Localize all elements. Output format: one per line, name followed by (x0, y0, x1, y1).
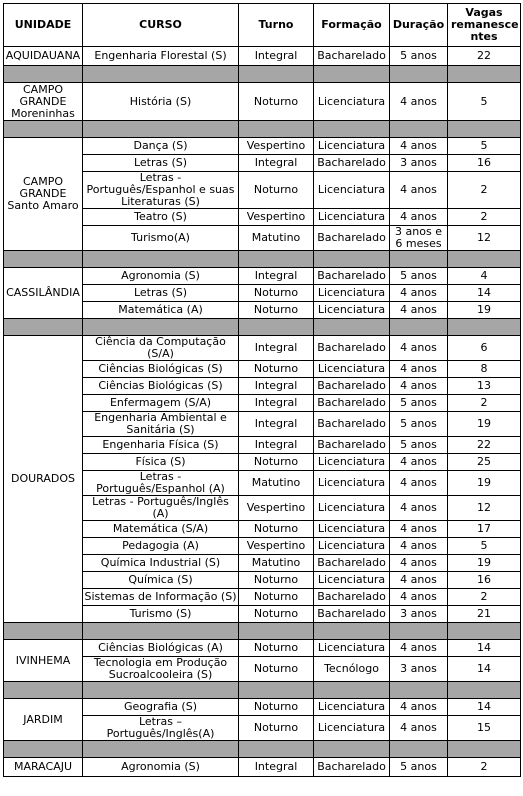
formacao-cell: Licenciatura (314, 83, 390, 121)
table-row (4, 640, 521, 657)
turno-cell: Vespertino (239, 209, 314, 226)
formacao-cell: Bacharelado (314, 268, 390, 285)
vagas-cell: 6 (448, 336, 521, 361)
turno-cell: Integral (239, 395, 314, 412)
group-separator (4, 251, 521, 268)
turno-cell: Noturno (239, 606, 314, 623)
duracao-cell: 4 anos (390, 454, 448, 471)
curso-cell: Letras - Português/Espanhol (A) (83, 471, 239, 496)
duracao-cell: 4 anos (390, 302, 448, 319)
formacao-cell: Licenciatura (314, 172, 390, 209)
vagas-cell: 15 (448, 716, 521, 741)
header-formacao: Formação (314, 4, 390, 47)
formacao-cell: Licenciatura (314, 454, 390, 471)
unidade-cell: CAMPO GRANDE Moreninhas (4, 83, 83, 121)
duracao-cell: 4 anos (390, 496, 448, 521)
duracao-cell: 4 anos (390, 538, 448, 555)
turno-cell: Integral (239, 268, 314, 285)
duracao-cell: 5 anos (390, 437, 448, 454)
turno-cell: Vespertino (239, 138, 314, 155)
header-curso: CURSO (83, 4, 239, 47)
header-vagas: Vagas remanesce ntes (448, 4, 521, 47)
turno-cell: Noturno (239, 657, 314, 682)
formacao-cell: Licenciatura (314, 138, 390, 155)
separator-cell (83, 682, 239, 699)
vagas-cell: 19 (448, 471, 521, 496)
vagas-cell: 4 (448, 268, 521, 285)
separator-cell (83, 251, 239, 268)
curso-cell: Letras - Português/Espanhol e suas Literaturas (S) (83, 172, 239, 209)
vagas-cell: 14 (448, 640, 521, 657)
turno-cell: Noturno (239, 361, 314, 378)
formacao-cell: Bacharelado (314, 336, 390, 361)
table-row (4, 47, 521, 66)
separator-cell (4, 121, 83, 138)
curso-cell: Letras (S) (83, 285, 239, 302)
curso-cell: Agronomia (S) (83, 268, 239, 285)
turno-cell: Noturno (239, 521, 314, 538)
formacao-cell: Licenciatura (314, 521, 390, 538)
group-separator (4, 682, 521, 699)
curso-cell: Sistemas de Informação (S) (83, 589, 239, 606)
duracao-cell: 5 anos (390, 758, 448, 777)
separator-cell (83, 741, 239, 758)
turno-cell: Integral (239, 412, 314, 437)
table-body (4, 47, 521, 777)
separator-cell (390, 623, 448, 640)
separator-cell (4, 251, 83, 268)
formacao-cell: Bacharelado (314, 555, 390, 572)
turno-cell: Vespertino (239, 538, 314, 555)
duracao-cell: 5 anos (390, 412, 448, 437)
vagas-cell: 12 (448, 496, 521, 521)
duracao-cell: 4 anos (390, 699, 448, 716)
turno-cell: Noturno (239, 83, 314, 121)
separator-cell (239, 319, 314, 336)
unidade-cell: IVINHEMA (4, 640, 83, 682)
separator-cell (390, 66, 448, 83)
formacao-cell: Bacharelado (314, 412, 390, 437)
separator-cell (314, 623, 390, 640)
separator-cell (448, 251, 521, 268)
vagas-cell: 22 (448, 437, 521, 454)
formacao-cell: Bacharelado (314, 437, 390, 454)
formacao-cell: Licenciatura (314, 496, 390, 521)
vagas-cell: 19 (448, 302, 521, 319)
separator-cell (83, 121, 239, 138)
vagas-cell: 14 (448, 285, 521, 302)
separator-cell (448, 319, 521, 336)
turno-cell: Integral (239, 437, 314, 454)
formacao-cell: Bacharelado (314, 226, 390, 251)
separator-cell (4, 66, 83, 83)
separator-cell (239, 121, 314, 138)
duracao-cell: 4 anos (390, 716, 448, 741)
duracao-cell: 4 anos (390, 471, 448, 496)
separator-cell (83, 66, 239, 83)
formacao-cell: Licenciatura (314, 285, 390, 302)
unidade-cell: DOURADOS (4, 336, 83, 623)
vagas-cell: 19 (448, 555, 521, 572)
curso-cell: Química Industrial (S) (83, 555, 239, 572)
formacao-cell: Bacharelado (314, 155, 390, 172)
vagas-cell: 17 (448, 521, 521, 538)
duracao-cell: 4 anos (390, 336, 448, 361)
turno-cell: Integral (239, 758, 314, 777)
separator-cell (448, 121, 521, 138)
separator-cell (239, 741, 314, 758)
vagas-cell: 16 (448, 572, 521, 589)
duracao-cell: 4 anos (390, 285, 448, 302)
curso-cell: Ciências Biológicas (S) (83, 378, 239, 395)
duracao-cell: 4 anos (390, 555, 448, 572)
curso-cell: Turismo(A) (83, 226, 239, 251)
turno-cell: Noturno (239, 572, 314, 589)
curso-cell: Pedagogia (A) (83, 538, 239, 555)
duracao-cell: 3 anos (390, 606, 448, 623)
curso-cell: Ciências Biológicas (A) (83, 640, 239, 657)
curso-cell: Turismo (S) (83, 606, 239, 623)
duracao-cell: 4 anos (390, 209, 448, 226)
curso-cell: Física (S) (83, 454, 239, 471)
separator-cell (314, 319, 390, 336)
vagas-cell: 5 (448, 538, 521, 555)
formacao-cell: Licenciatura (314, 471, 390, 496)
formacao-cell: Licenciatura (314, 209, 390, 226)
turno-cell: Integral (239, 378, 314, 395)
table-row (4, 268, 521, 285)
formacao-cell: Bacharelado (314, 606, 390, 623)
vagas-cell: 5 (448, 83, 521, 121)
formacao-cell: Licenciatura (314, 538, 390, 555)
vagas-cell: 13 (448, 378, 521, 395)
turno-cell: Noturno (239, 716, 314, 741)
table-row (4, 336, 521, 361)
table-row (4, 758, 521, 777)
curso-cell: Dança (S) (83, 138, 239, 155)
turno-cell: Vespertino (239, 496, 314, 521)
curso-cell: Enfermagem (S/A) (83, 395, 239, 412)
header-turno: Turno (239, 4, 314, 47)
header-unidade: UNIDADE (4, 4, 83, 47)
separator-cell (239, 66, 314, 83)
unidade-cell: AQUIDAUANA (4, 47, 83, 66)
turno-cell: Noturno (239, 454, 314, 471)
turno-cell: Matutino (239, 226, 314, 251)
separator-cell (83, 623, 239, 640)
turno-cell: Integral (239, 47, 314, 66)
turno-cell: Noturno (239, 699, 314, 716)
curso-cell: Engenharia Física (S) (83, 437, 239, 454)
curso-cell: Matemática (S/A) (83, 521, 239, 538)
turno-cell: Noturno (239, 172, 314, 209)
duracao-cell: 4 anos (390, 521, 448, 538)
duracao-cell: 4 anos (390, 138, 448, 155)
formacao-cell: Bacharelado (314, 47, 390, 66)
vagas-cell: 21 (448, 606, 521, 623)
vagas-cell: 22 (448, 47, 521, 66)
separator-cell (4, 682, 83, 699)
separator-cell (390, 121, 448, 138)
separator-cell (239, 623, 314, 640)
duracao-cell: 4 anos (390, 378, 448, 395)
separator-cell (448, 66, 521, 83)
vagas-table (3, 3, 521, 777)
curso-cell: Letras – Português/Inglês(A) (83, 716, 239, 741)
separator-cell (314, 66, 390, 83)
turno-cell: Noturno (239, 589, 314, 606)
vagas-cell: 2 (448, 172, 521, 209)
curso-cell: Ciências Biológicas (S) (83, 361, 239, 378)
table-row (4, 699, 521, 716)
formacao-cell: Licenciatura (314, 302, 390, 319)
vagas-cell: 2 (448, 395, 521, 412)
group-separator (4, 121, 521, 138)
duracao-cell: 4 anos (390, 361, 448, 378)
formacao-cell: Bacharelado (314, 378, 390, 395)
separator-cell (314, 251, 390, 268)
vagas-cell: 2 (448, 209, 521, 226)
formacao-cell: Licenciatura (314, 716, 390, 741)
group-separator (4, 741, 521, 758)
duracao-cell: 4 anos (390, 172, 448, 209)
vagas-cell: 2 (448, 758, 521, 777)
vagas-cell: 19 (448, 412, 521, 437)
separator-cell (4, 741, 83, 758)
curso-cell: Matemática (A) (83, 302, 239, 319)
separator-cell (448, 741, 521, 758)
turno-cell: Noturno (239, 285, 314, 302)
separator-cell (239, 251, 314, 268)
curso-cell: Teatro (S) (83, 209, 239, 226)
separator-cell (448, 623, 521, 640)
formacao-cell: Licenciatura (314, 361, 390, 378)
duracao-cell: 4 anos (390, 640, 448, 657)
curso-cell: Engenharia Florestal (S) (83, 47, 239, 66)
separator-cell (390, 319, 448, 336)
unidade-cell: CASSILÂNDIA (4, 268, 83, 319)
vagas-cell: 5 (448, 138, 521, 155)
separator-cell (314, 121, 390, 138)
separator-cell (314, 682, 390, 699)
separator-cell (314, 741, 390, 758)
duracao-cell: 5 anos (390, 395, 448, 412)
separator-cell (448, 682, 521, 699)
separator-cell (390, 251, 448, 268)
separator-cell (390, 741, 448, 758)
separator-cell (83, 319, 239, 336)
vagas-cell: 14 (448, 657, 521, 682)
curso-cell: Agronomia (S) (83, 758, 239, 777)
duracao-cell: 3 anos e 6 meses (390, 226, 448, 251)
unidade-cell: MARACAJU (4, 758, 83, 777)
vagas-cell: 16 (448, 155, 521, 172)
duracao-cell: 4 anos (390, 589, 448, 606)
duracao-cell: 3 anos (390, 155, 448, 172)
group-separator (4, 623, 521, 640)
table-row (4, 138, 521, 155)
curso-cell: Letras - Português/Inglês (A) (83, 496, 239, 521)
separator-cell (4, 319, 83, 336)
separator-cell (4, 623, 83, 640)
vagas-cell: 8 (448, 361, 521, 378)
duracao-cell: 4 anos (390, 83, 448, 121)
separator-cell (239, 682, 314, 699)
turno-cell: Integral (239, 336, 314, 361)
duracao-cell: 4 anos (390, 572, 448, 589)
unidade-cell: JARDIM (4, 699, 83, 741)
formacao-cell: Licenciatura (314, 572, 390, 589)
turno-cell: Noturno (239, 302, 314, 319)
curso-cell: Química (S) (83, 572, 239, 589)
turno-cell: Matutino (239, 555, 314, 572)
turno-cell: Noturno (239, 640, 314, 657)
vagas-cell: 2 (448, 589, 521, 606)
formacao-cell: Bacharelado (314, 395, 390, 412)
separator-cell (390, 682, 448, 699)
curso-cell: Tecnologia em Produção Sucroalcooleira (S) (83, 657, 239, 682)
vagas-cell: 25 (448, 454, 521, 471)
formacao-cell: Licenciatura (314, 640, 390, 657)
curso-cell: Letras (S) (83, 155, 239, 172)
table-row (4, 83, 521, 121)
duracao-cell: 5 anos (390, 47, 448, 66)
duracao-cell: 3 anos (390, 657, 448, 682)
formacao-cell: Bacharelado (314, 589, 390, 606)
turno-cell: Integral (239, 155, 314, 172)
vagas-cell: 14 (448, 699, 521, 716)
header-row (4, 4, 521, 47)
curso-cell: Engenharia Ambiental e Sanitária (S) (83, 412, 239, 437)
unidade-cell: CAMPO GRANDE Santo Amaro (4, 138, 83, 251)
formacao-cell: Bacharelado (314, 758, 390, 777)
curso-cell: Ciência da Computação (S/A) (83, 336, 239, 361)
curso-cell: História (S) (83, 83, 239, 121)
turno-cell: Matutino (239, 471, 314, 496)
curso-cell: Geografia (S) (83, 699, 239, 716)
header-duracao: Duração (390, 4, 448, 47)
formacao-cell: Licenciatura (314, 699, 390, 716)
formacao-cell: Tecnólogo (314, 657, 390, 682)
group-separator (4, 319, 521, 336)
vagas-cell: 12 (448, 226, 521, 251)
duracao-cell: 5 anos (390, 268, 448, 285)
group-separator (4, 66, 521, 83)
